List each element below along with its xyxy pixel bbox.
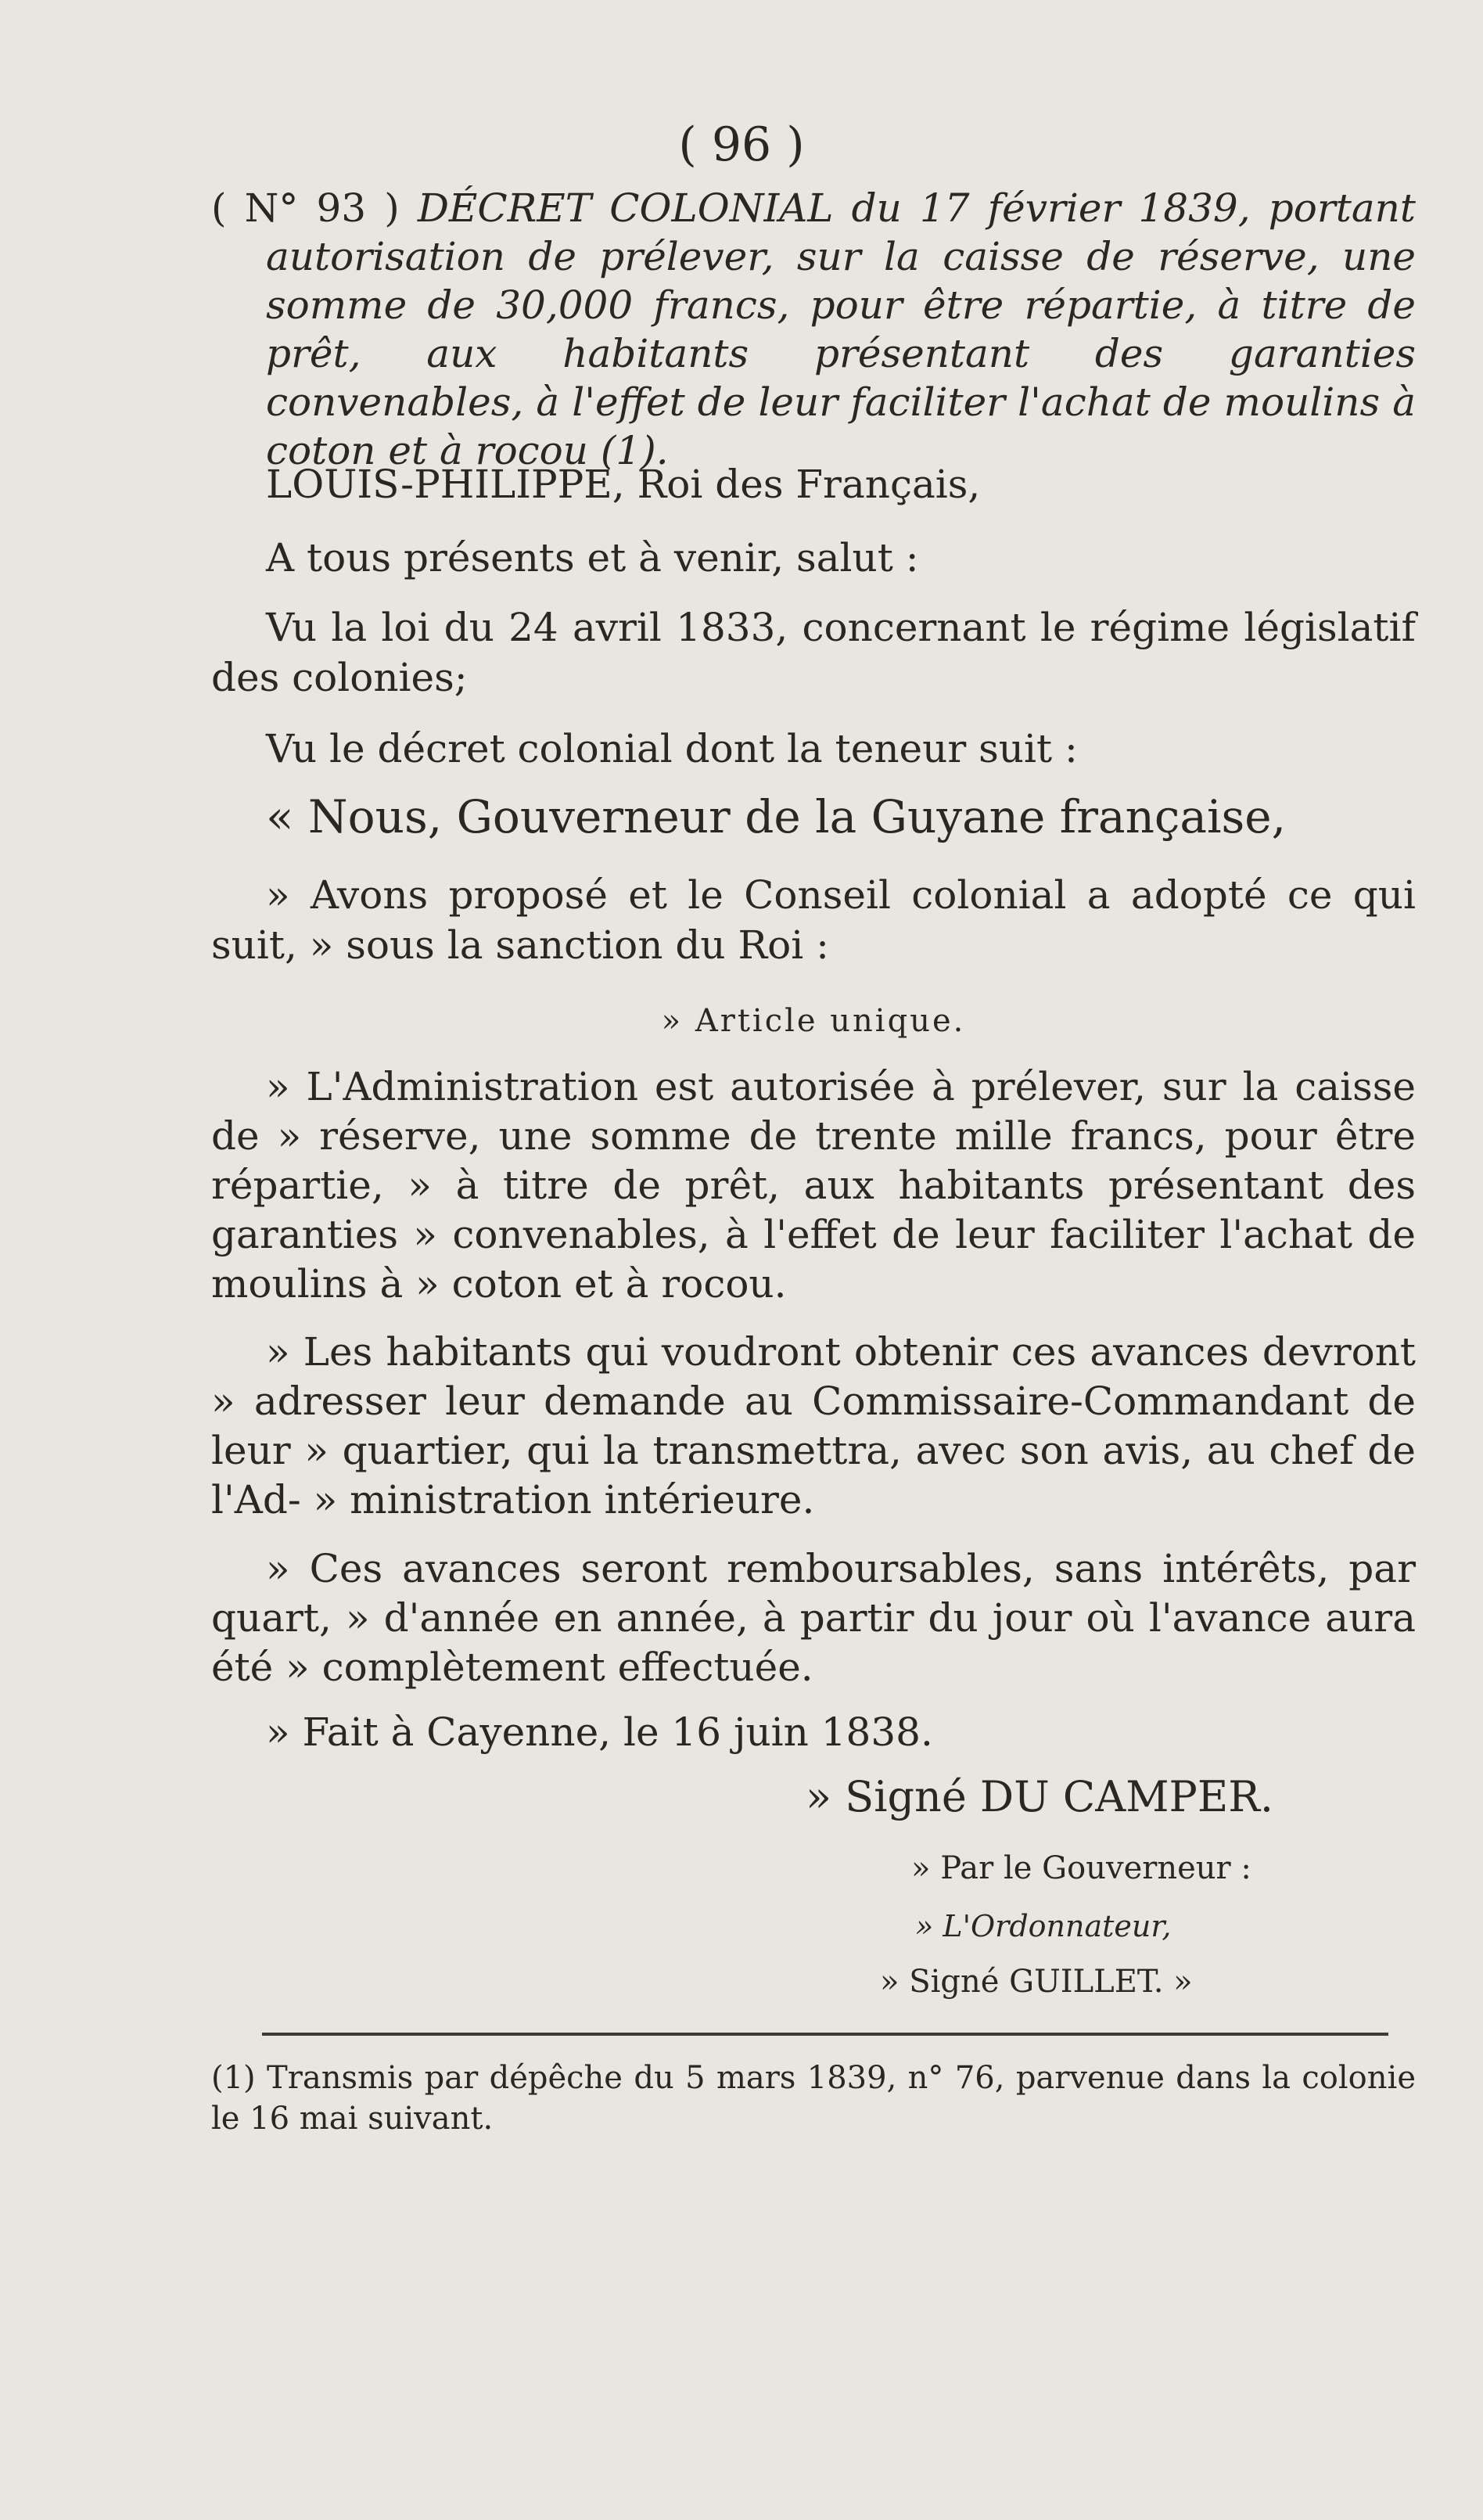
vu-loi-paragraph: Vu la loi du 24 avril 1833, concernant le régime législatif des colonies; (211, 605, 1416, 700)
signature-camper: » Signé DU CAMPER. (806, 1772, 1274, 1821)
article-paragraph-1: » L'Administration est autorisée à prélever, sur la caisse de » réserve, une somme de trente mille francs, pour être répartie, » à titre de prêt, aux habitants présentant des garanties » convenables, à l'effet de leur faciliter l'achat de moulins à » coton et à rocou. (211, 1064, 1416, 1307)
ordonnateur-line: » L'Ordonnateur, (915, 1909, 1172, 1943)
decree-number: ( N° 93 ) (211, 185, 400, 231)
nous-line: « Nous, Gouverneur de la Guyane française, (266, 790, 1287, 843)
signature-guillet: » Signé GUILLET. » (880, 1964, 1193, 2000)
salut-line: A tous présents et à venir, salut : (266, 535, 919, 581)
decree-heading (211, 184, 1416, 475)
decree-subject: portant autorisation de prélever, sur la caisse de réserve, une somme de 30,000 francs, pour être répartie, à titre de prêt, aux habitants présentant des garanties convenables, à l'effet de leur faciliter l'achat de moulins à coton et à rocou (1). (266, 185, 1416, 473)
decree-heading-text (211, 184, 1416, 475)
article-paragraph-2: » Les habitants qui voudront obtenir ces avances devront » adresser leur demande au Commissaire-Commandant de leur » quartier, qui la transmettra, avec son avis, au chef de l'Ad- » ministration intérieure. (211, 1329, 1416, 1522)
avons-paragraph: » Avons proposé et le Conseil colonial a adopté ce qui suit, » sous la sanction du Roi : (211, 872, 1416, 968)
decree-title: DÉCRET COLONIAL (417, 185, 834, 231)
vu-decret-paragraph: Vu le décret colonial dont la teneur suit : (266, 726, 1078, 771)
article-heading: » Article unique. (661, 1003, 966, 1039)
king-line: LOUIS-PHILIPPE, Roi des Français, (266, 462, 981, 507)
fait-line: » Fait à Cayenne, le 16 juin 1838. (266, 1709, 933, 1755)
footnote: (1) Transmis par dépêche du 5 mars 1839, n° 76, parvenue dans la colonie le 16 mai suivant. (211, 2060, 1416, 2137)
decree-date: du 17 février 1839, (851, 185, 1251, 231)
footnote-rule (262, 2033, 1388, 2036)
page-number: ( 96 ) (678, 117, 805, 172)
par-le-gouverneur: » Par le Gouverneur : (911, 1850, 1251, 1886)
article-paragraph-3: » Ces avances seront remboursables, sans intérêts, par quart, » d'année en année, à partir du jour où l'avance aura été » complètement effectuée. (211, 1546, 1416, 1690)
